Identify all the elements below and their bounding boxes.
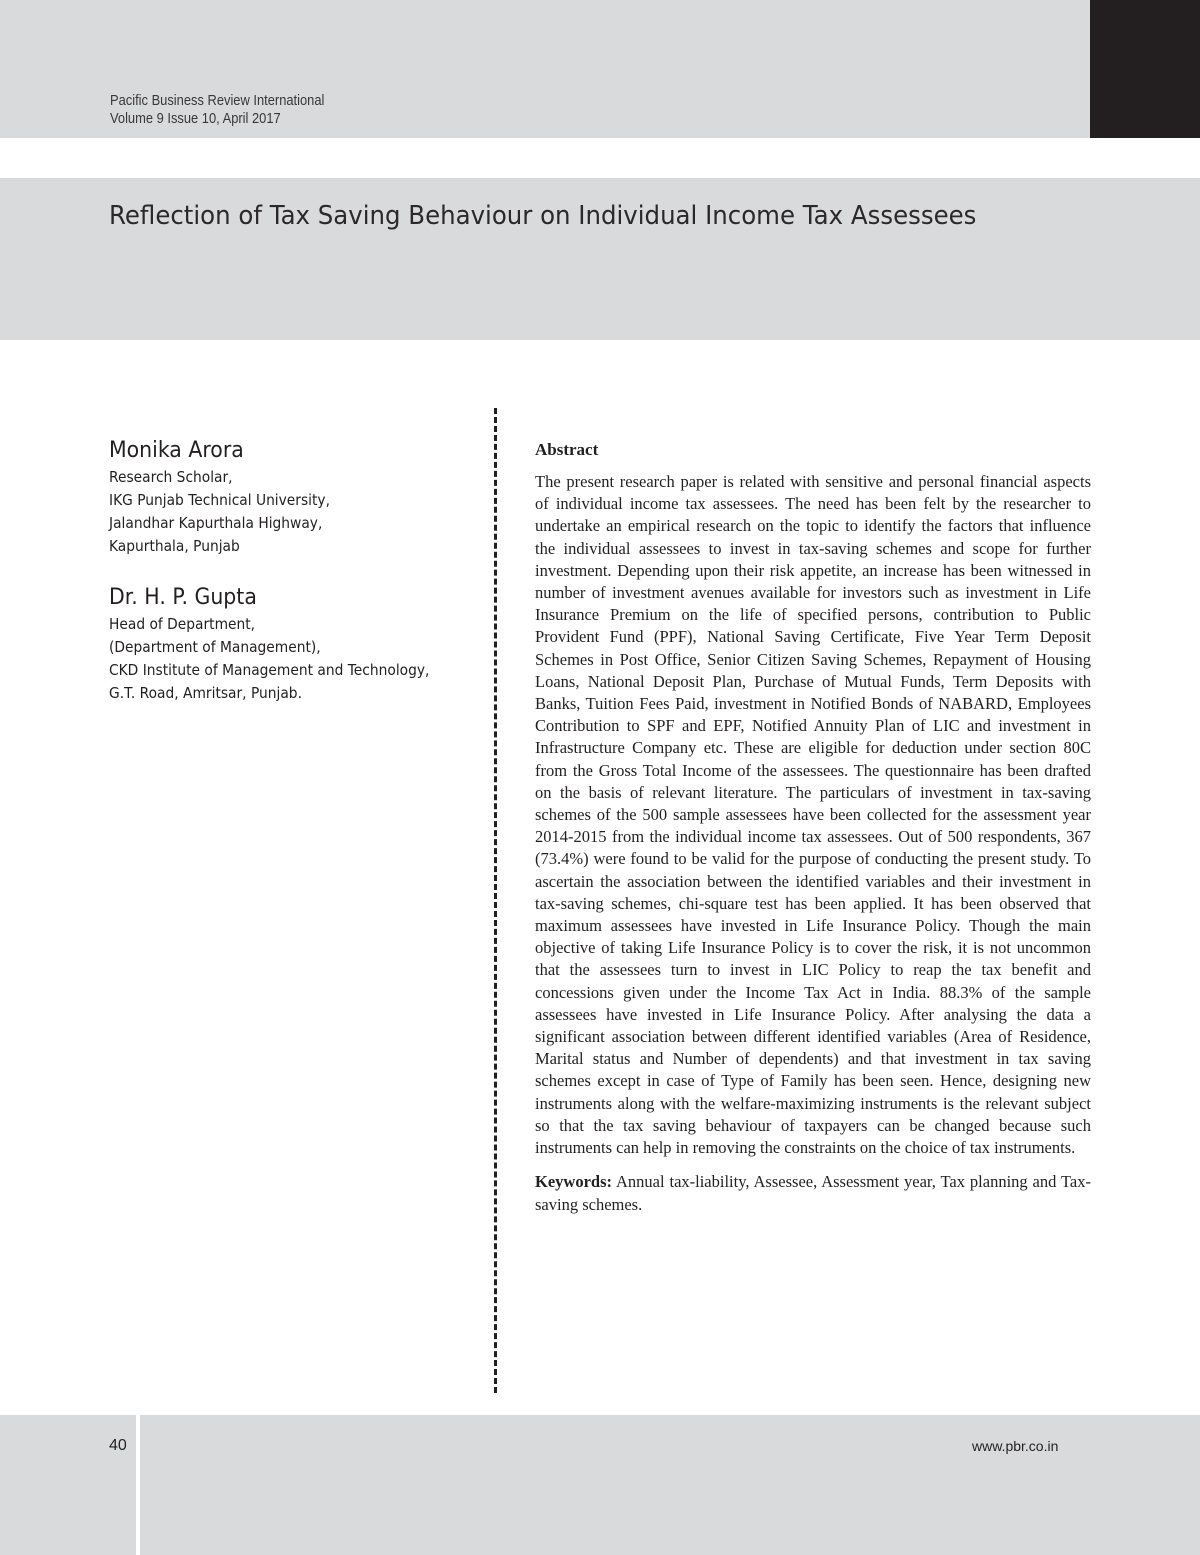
journal-info bbox=[110, 92, 324, 128]
abstract-section bbox=[535, 438, 1091, 1216]
journal-name: Pacific Business Review International bbox=[110, 92, 325, 109]
footer-separator bbox=[136, 1415, 140, 1555]
author-name: Dr. H. P. Gupta bbox=[109, 585, 257, 610]
website-url: www.pbr.co.in bbox=[972, 1438, 1059, 1454]
author-block bbox=[109, 583, 457, 705]
author-affiliation-line: Head of Department, bbox=[109, 615, 256, 633]
author-affiliation-line: Jalandhar Kapurthala Highway, bbox=[109, 514, 323, 532]
column-divider bbox=[494, 408, 497, 1393]
author-affiliation-line: Research Scholar, bbox=[109, 468, 233, 486]
abstract-body: The present research paper is related with sensitive and personal financial aspects of individual income tax assessees. The need has been felt by the researcher to undertake an empirical research on the topic to identify the factors that influence the individual assessees to invest in tax-saving schemes and scope for further investment. Depending upon their risk appetite, an increase has been witnessed in number of investment avenues available for investors such as investment in Life Insurance Premium on the life of specified persons, contribution to Public Provident Fund (PPF), National Saving Certificate, Five Year Term Deposit Schemes in Post Office, Senior Citizen Saving Schemes, Repayment of Housing Loans, National Deposit Plan, Purchase of Mutual Funds, Term Deposits with Banks, Tuition Fees Paid, investment in Notified Bonds of NABARD, Employees Contribution to SPF and EPF, Notified Annuity Plan of LIC and investment in Infrastructure Company etc. These are eligible for deduction under section 80C from the Gross Total Income of the assessees. The questionnaire has been drafted on the basis of relevant literature. The particulars of investment in tax-saving schemes of the 500 sample assessees have been collected for the assessment year 2014-2015 from the individual income tax assessees. Out of 500 respondents, 367 (73.4%) were found to be valid for the purpose of conducting the present study. To ascertain the association between the identified variables and their investment in tax-saving schemes, chi-square test has been applied. It has been observed that maximum assessees have invested in Life Insurance Policy. Though the main objective of taking Life Insurance Policy is to cover the risk, it is not uncommon that the assessees turn to invest in LIC Policy to reap the tax benefit and concessions given under the Income Tax Act in India. 88.3% of the sample assessees have invested in Life Insurance Policy. After analysing the data a significant association between different identified variables (Area of Residence, Marital status and Number of dependents) and that investment in tax saving schemes except in case of Type of Family has been seen. Hence, designing new instruments along with the welfare-maximizing instruments is the relevant subject so that the tax saving behaviour of taxpayers can be changed because such instruments can help in removing the constraints on the choice of tax instruments. bbox=[535, 472, 1091, 1158]
author-affiliation-line: G.T. Road, Amritsar, Punjab. bbox=[109, 684, 302, 702]
abstract-heading: Abstract bbox=[535, 440, 599, 459]
author-block bbox=[109, 436, 349, 558]
keywords-list: Annual tax-liability, Assessee, Assessment year, Tax planning and Tax-saving schemes. bbox=[535, 1172, 1091, 1214]
author-affiliation-line: (Department of Management), bbox=[109, 638, 321, 656]
footer-band bbox=[0, 1415, 1200, 1555]
journal-issue: Volume 9 Issue 10, April 2017 bbox=[110, 110, 281, 127]
author-affiliation-line: CKD Institute of Management and Technology, bbox=[109, 661, 430, 679]
page-number: 40 bbox=[109, 1437, 127, 1454]
author-name: Monika Arora bbox=[109, 438, 244, 463]
keywords-label: Keywords: bbox=[535, 1172, 612, 1192]
header-corner-block bbox=[1090, 0, 1200, 138]
author-affiliation-line: IKG Punjab Technical University, bbox=[109, 491, 330, 509]
paper-title: Reflection of Tax Saving Behaviour on Individual Income Tax Assessees bbox=[109, 201, 977, 231]
keywords bbox=[535, 1171, 1091, 1215]
author-affiliation-line: Kapurthala, Punjab bbox=[109, 537, 240, 555]
